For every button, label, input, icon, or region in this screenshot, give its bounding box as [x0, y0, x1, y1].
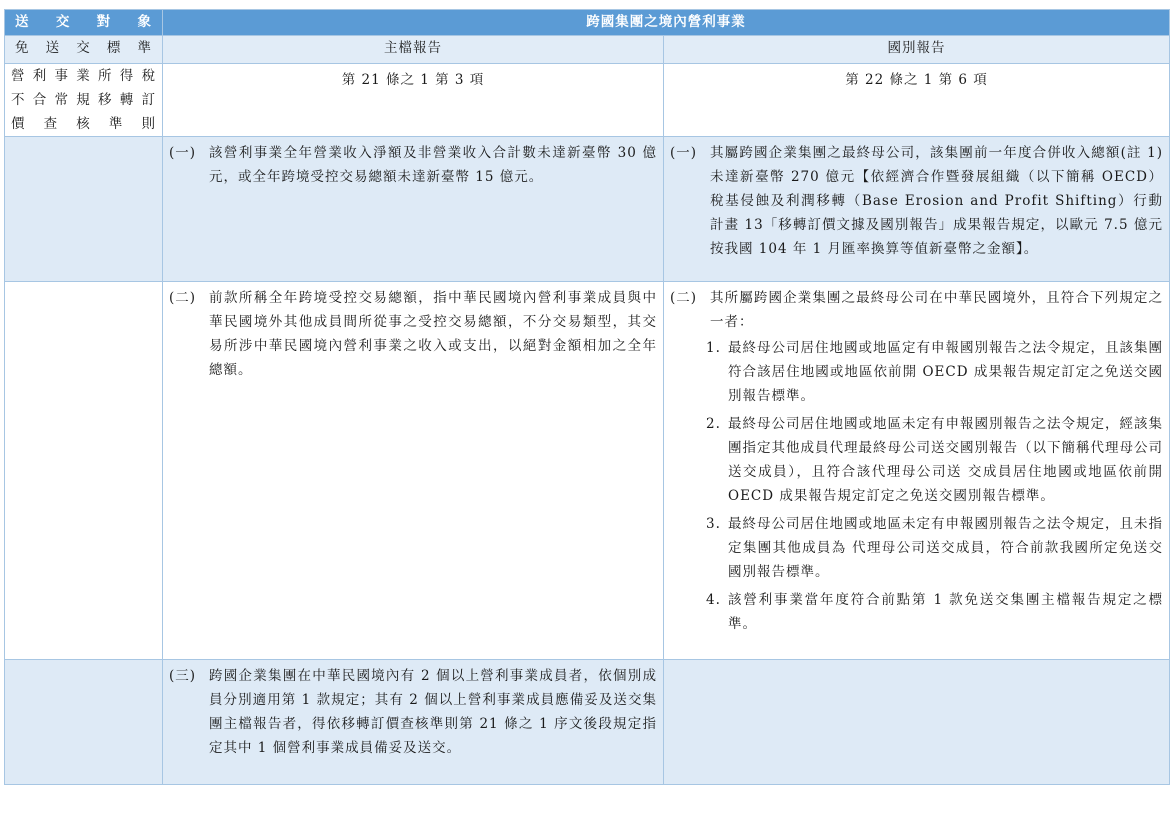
item-text: 其屬跨國企業集團之最終母公司，該集團前一年度合併收入總額(註 1)未達新臺幣 270 億元【依經濟合作暨發展組織（以下簡稱 OECD）稅基侵蝕及利潤移轉（Base Erosion and Profit Shifting）行動計畫 13「移轉訂價文據及國別報告」成果報告規定，以歐元 7.5 億元按我國 104 年 1 月匯率換算等值新臺幣之金額】。: [710, 145, 1163, 257]
country-criterion-1: [664, 137, 1170, 282]
master-law-ref: 第 21 條之 1 第 3 項: [163, 64, 664, 137]
item-text: 前款所稱全年跨境受控交易總額，指中華民國境內營利事業成員與中華民國境外其他成員間所從事之受控交易總額，不分交易類型，其交易所涉中華民國境內營利事業之收入或支出，以絕對金額相加之全年總額。: [209, 290, 657, 378]
subitem-text: 最終母公司居住地國或地區定有申報國別報告之法令規定，且該集團符合該居住地國或地區依前開 OECD 成果報告規定訂定之免送交國別報告標準。: [728, 340, 1163, 404]
empty-cell: [5, 660, 163, 785]
subheader-standard: 免送交標準: [5, 36, 163, 64]
master-criterion-3: [163, 660, 664, 785]
law-label-line: 價查核準則: [11, 116, 156, 132]
item-number: (二): [670, 290, 698, 306]
item-number: (一): [670, 145, 698, 161]
item-number: (一): [169, 145, 197, 161]
item-number: (二): [169, 290, 197, 306]
subitem-text: 最終母公司居住地國或地區未定有申報國別報告之法令規定，且未指定集團其他成員為 代理母公司送交成員，符合前款我國所定免送交國別報告標準。: [728, 516, 1163, 580]
subitem-text: 最終母公司居住地國或地區未定有申報國別報告之法令規定，經該集團指定其他成員代理最終母公司送交國別報告（以下簡稱代理母公司送交成員），且符合該代理母公司送 交成員居住地國或地區依前開 OECD 成果報告規定訂定之免送交國別報告標準。: [728, 416, 1163, 504]
table-row: [5, 282, 1170, 660]
law-label-line: 營利事業所得稅: [11, 68, 156, 84]
country-criterion-2: [664, 282, 1170, 660]
item-number: (三): [169, 668, 197, 684]
empty-cell: [664, 660, 1170, 785]
law-label-line: 不合常規移轉訂: [11, 92, 156, 108]
header-group-title: 跨國集團之境內營利事業: [163, 10, 1170, 36]
law-label: [5, 64, 163, 137]
empty-cell: [5, 282, 163, 660]
subheader-country-report: 國別報告: [664, 36, 1170, 64]
subitem-number: 2.: [706, 416, 721, 432]
master-criterion-2: [163, 282, 664, 660]
list-item: [706, 336, 1163, 408]
exemption-table: [4, 9, 1170, 785]
country-law-ref: 第 22 條之 1 第 6 項: [664, 64, 1170, 137]
subitem-number: 4.: [706, 592, 721, 608]
list-item: [706, 588, 1163, 636]
subitem-text: 該營利事業當年度符合前點第 1 款免送交集團主檔報告規定之標準。: [728, 592, 1163, 632]
law-reference-row: [5, 64, 1170, 137]
master-criterion-1: [163, 137, 664, 282]
list-item: [706, 512, 1163, 584]
table-row: [5, 137, 1170, 282]
list-item: [706, 412, 1163, 508]
subheader-master-file: 主檔報告: [163, 36, 664, 64]
item-text: 該營利事業全年營業收入淨額及非營業收入合計數未達新臺幣 30 億元，或全年跨境受控交易總額未達新臺幣 15 億元。: [209, 145, 657, 185]
empty-cell: [5, 137, 163, 282]
subheader-row: [5, 36, 1170, 64]
subitem-number: 3.: [706, 516, 721, 532]
item-text: 其所屬跨國企業集團之最終母公司在中華民國境外，且符合下列規定之一者：: [710, 290, 1163, 330]
table-row: [5, 660, 1170, 785]
header-row: [5, 10, 1170, 36]
item-text: 跨國企業集團在中華民國境內有 2 個以上營利事業成員者，依個別成員分別適用第 1 款規定；其有 2 個以上營利事業成員應備妥及送交集團主檔報告者，得依移轉訂價查核準則第 21 條之 1 序文後段規定指定其中 1 個營利事業成員備妥及送交。: [209, 668, 657, 756]
subitem-number: 1.: [706, 340, 721, 356]
header-recipient: 送交對象: [5, 10, 163, 36]
